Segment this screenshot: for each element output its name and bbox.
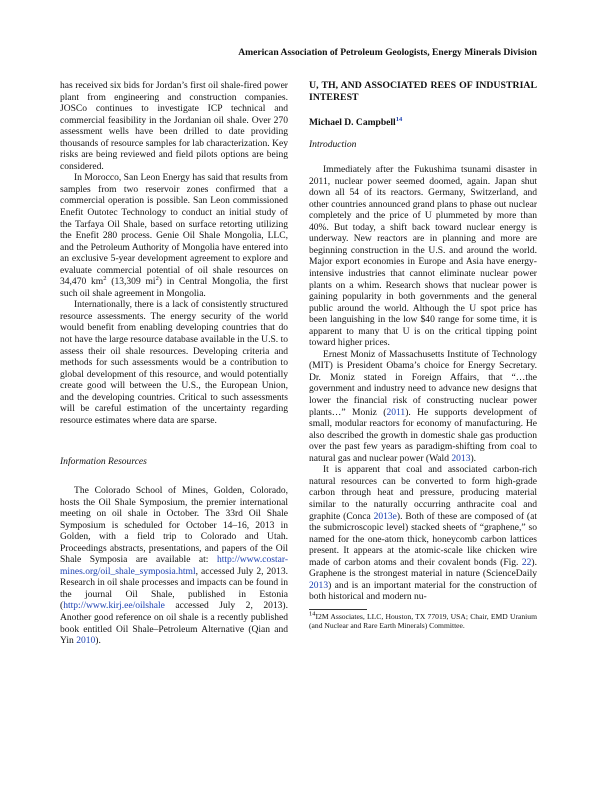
right-column bbox=[309, 80, 537, 630]
link[interactable]: http://www.kirj.ee/oilshale bbox=[63, 600, 165, 612]
citation-link[interactable]: 2013 bbox=[451, 452, 471, 464]
citation-link[interactable]: 2010 bbox=[76, 635, 96, 647]
article-title: U, TH, AND ASSOCIATED REES OF INDUSTRIAL INTEREST bbox=[309, 80, 537, 103]
paragraph: In Morocco, San Leon Energy has said that results from samples from two reservoir zones confirmed that a commercial operation is possible. San Leon commissioned Enefit Outotec Technology to conduct an initial study of the Tarfaya Oil Shale, based on surface retorting utilizing the Enefit 280 process. Genie Oil Shale Mongolia, LLC, and the Petroleum Authority of Mongolia have entered into an exclusive 5-year development agreement to explore and evaluate commercial potential of oil shale resources on 34,470 $km^2$ (13,309 $mi^2$) in Central Mongolia, the first such oil shale agreement in Mongolia. bbox=[60, 172, 288, 299]
paragraph: It is apparent that coal and associated carbon-rich natural resources can be converted to form high-grade carbon through heat and pressure, producing material similar to the naturally occurring anthracite coal and graphite (Conca 2013e). Both of these are composed of (at the submicroscopic level) stacked sheets of “graphene,” so named for the one-atom thick, honeycomb carbon lattices present. It appears at the atomic-scale like chicken wire made of carbon atoms and their covalent bonds (Fig. 22). Graphene is the strongest material in nature (ScienceDaily 2013) and is an important material for the construction of both historical and modern nu- bbox=[309, 464, 537, 603]
running-header: American Association of Petroleum Geologists, Energy Minerals Division bbox=[238, 47, 537, 58]
link[interactable]: http://www.costar-mines.org/oil_shale_symposia.html bbox=[60, 554, 288, 577]
citation-link[interactable]: 2013 bbox=[309, 579, 329, 591]
section-heading: Introduction bbox=[309, 138, 357, 150]
left-column bbox=[60, 80, 288, 647]
footnote-marker[interactable]: 14 bbox=[395, 115, 403, 123]
author-name: Michael D. Campbell$^{14}$ bbox=[309, 115, 403, 128]
paragraph: has received six bids for Jordan’s first oil shale-fired power plant from engineering and construction companies. JOSCo continues to investigate ICP technical and commercial feasibility in the Jordanian oil shale. Over 270 assessment wells have been drilled to date providing thousands of resource samples for lab characterization. Key risks are being reviewed and field pilots options are being considered. bbox=[60, 80, 288, 172]
paragraph: The Colorado School of Mines, Golden, Colorado, hosts the Oil Shale Symposium, the premier international meeting on oil shale in October. The 33rd Oil Shale Symposium is scheduled for October 14–16, 2013 in Golden, with a field trip to Colorado and Utah. Proceedings abstracts, presentations, and papers of the Oil Shale Symposia are available at: http://www.costar-mines.org/oil_shale_symposia.html, accessed July 2, 2013. Research in oil shale processes and impacts can be found in the journal Oil Shale, published in Estonia (http://www.kirj.ee/oilshale accessed July 2, 2013). Another good reference on oil shale is a recently published book entitled Oil Shale–Petroleum Alternative (Qian and Yin 2010). bbox=[60, 484, 288, 647]
citation-link[interactable]: 2011 bbox=[386, 406, 406, 418]
paragraph: Internationally, there is a lack of consistently structured resource assessments. The energy security of the world would benefit from enabling developing countries that do not have the large resource database available in the U.S. to assess their oil shale resources. Developing criteria and methods for such assessments would be a contribution to global development of this resource, and would potentially create good will between the U.S., the European Union, and the developing countries. Critical to such assessments will be careful estimation of the uncertainty regarding resource estimates where data are sparse. bbox=[60, 299, 288, 426]
section-heading: Information Resources bbox=[60, 456, 147, 468]
citation-link[interactable]: 2013e bbox=[373, 510, 397, 522]
footnote: $^{14}$I2M Associates, LLC, Houston, TX 77019, USA; Chair, EMD Uranium (and Nuclear and Rare Earth Minerals) Committee. bbox=[309, 610, 537, 631]
figure-link[interactable]: 22 bbox=[521, 556, 532, 568]
footnote-rule bbox=[309, 609, 367, 610]
paragraph: Ernest Moniz of Massachusetts Institute of Technology (MIT) is President Obama’s choice for Energy Secretary. Dr. Moniz stated in Foreign Affairs, that “…the government and industry need to advance new designs that lower the financial risk of constructing nuclear power plants…” Moniz (2011). He supports development of small, modular reactors for economy of manufacturing. He also described the growth in domestic shale gas production over the past few years as paradigm-shifting from coal to natural gas and nuclear power (Wald 2013). bbox=[309, 348, 537, 464]
paragraph: Immediately after the Fukushima tsunami disaster in 2011, nuclear power seemed doomed, again. Japan shut down all 54 of its reactors. Germany, Switzerland, and other countries announced grand plans to phase out nuclear completely and the price of U plummeted by more than 40%. But today, a shift back toward nuclear energy is underway. New reactors are in planning and more are beginning construction in the U.S. and around the world. Major export economies in Europe and Asia have energy-intensive industries that cannot eliminate nuclear power plants on a whim. Research shows that nuclear power is gaining popularity in both governments and the general public around the world. Although the U spot price has been languishing in the low $40 range for some time, it is apparent to many that U is on the critical tipping point toward higher prices. bbox=[309, 164, 537, 349]
